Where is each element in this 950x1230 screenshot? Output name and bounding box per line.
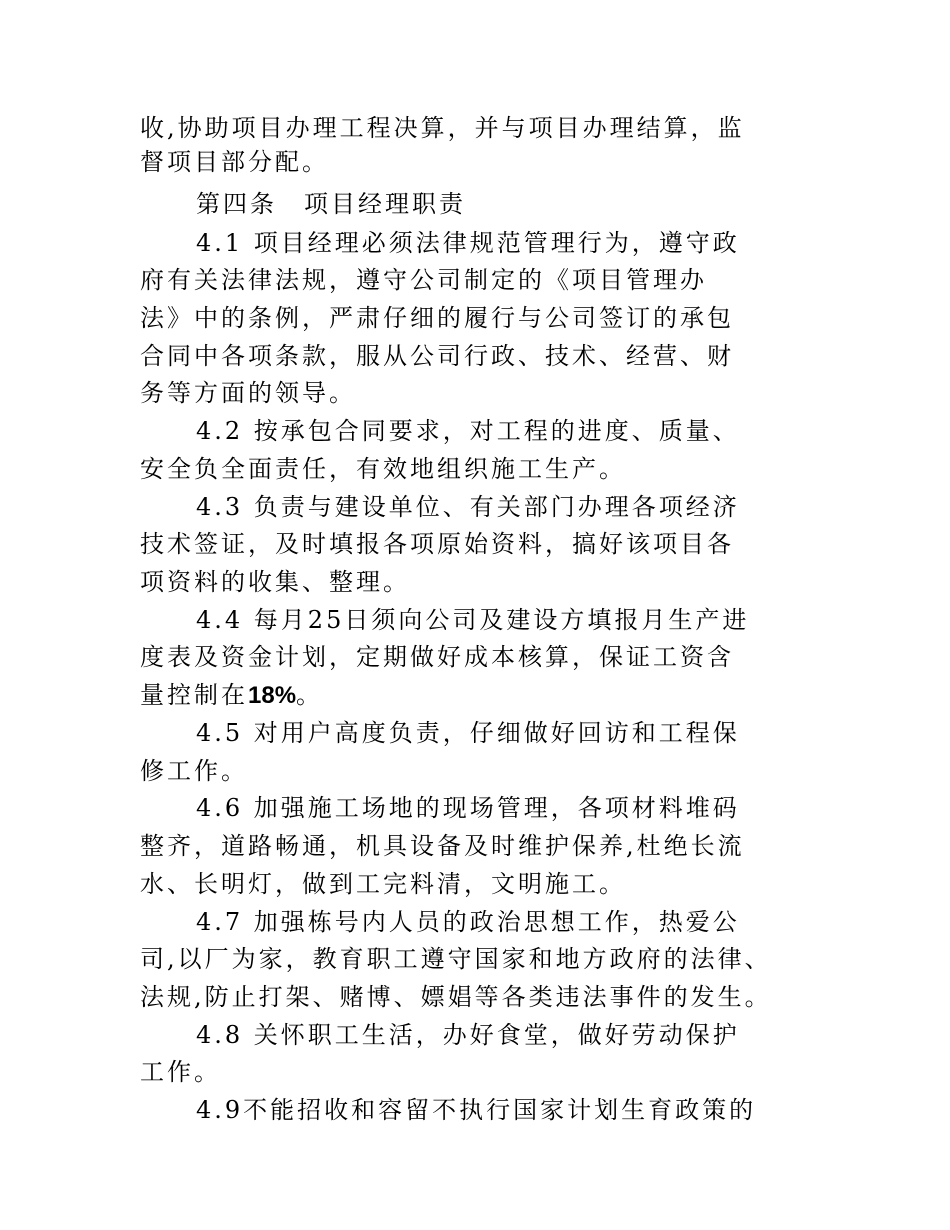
text-line: 4.5 对用户高度负责，仔细做好回访和工程保: [196, 719, 740, 747]
text-line: 技术签证，及时填报各项原始资料，搞好该项目各: [140, 530, 734, 558]
text-line: 4.2 按承包合同要求，对工程的进度、质量、: [196, 417, 740, 445]
article-heading: 第四条 项目经理职责: [196, 190, 466, 218]
text-line: 法规,防止打架、赌博、嫖娼等各类违法事件的发生。: [140, 983, 772, 1011]
text-segment: 。: [296, 681, 324, 709]
text-line: 整齐，道路畅通，机具设备及时维护保养,杜绝长流: [140, 832, 745, 860]
text-line: 合同中各项条款，服从公司行政、技术、经营、财: [140, 342, 734, 370]
text-line: 4.8 关怀职工生活，办好食堂，做好劳动保护: [196, 1021, 740, 1049]
text-line: 务等方面的领导。: [140, 379, 356, 407]
text-line: 4.7 加强栋号内人员的政治思想工作，热爱公: [196, 908, 740, 936]
text-line: 修工作。: [140, 757, 248, 785]
text-line: 度表及资金计划，定期做好成本核算，保证工资含: [140, 643, 734, 671]
text-line: 司,以厂为家，教育职工遵守国家和地方政府的法律、: [140, 945, 772, 973]
percentage-value: 18%: [248, 682, 297, 709]
text-line: 4.6 加强施工场地的现场管理，各项材料堆码: [196, 794, 740, 822]
text-line: 安全负全面责任，有效地组织施工生产。: [140, 455, 626, 483]
text-line: 府有关法律法规，遵守公司制定的《项目管理办: [140, 266, 707, 294]
text-line: 法》中的条例，严肃仔细的履行与公司签订的承包: [140, 304, 734, 332]
text-line: 水、长明灯，做到工完料清，文明施工。: [140, 870, 626, 898]
text-line: [140, 678, 323, 713]
text-line: 收,协助项目办理工程决算，并与项目办理结算，监: [140, 114, 745, 142]
text-segment: 量控制在: [140, 681, 248, 709]
text-line: 督项目部分配。: [140, 148, 329, 176]
text-line: 工作。: [140, 1058, 221, 1086]
text-line: 4.3 负责与建设单位、有关部门办理各项经济: [196, 493, 740, 521]
text-line: 项资料的收集、整理。: [140, 568, 410, 596]
text-line: 4.4 每月25日须向公司及建设方填报月生产进: [196, 606, 750, 634]
text-line: 4.9不能招收和容留不执行国家计划生育政策的: [196, 1096, 757, 1124]
text-line: 4.1 项目经理必须法律规范管理行为，遵守政: [196, 229, 740, 257]
